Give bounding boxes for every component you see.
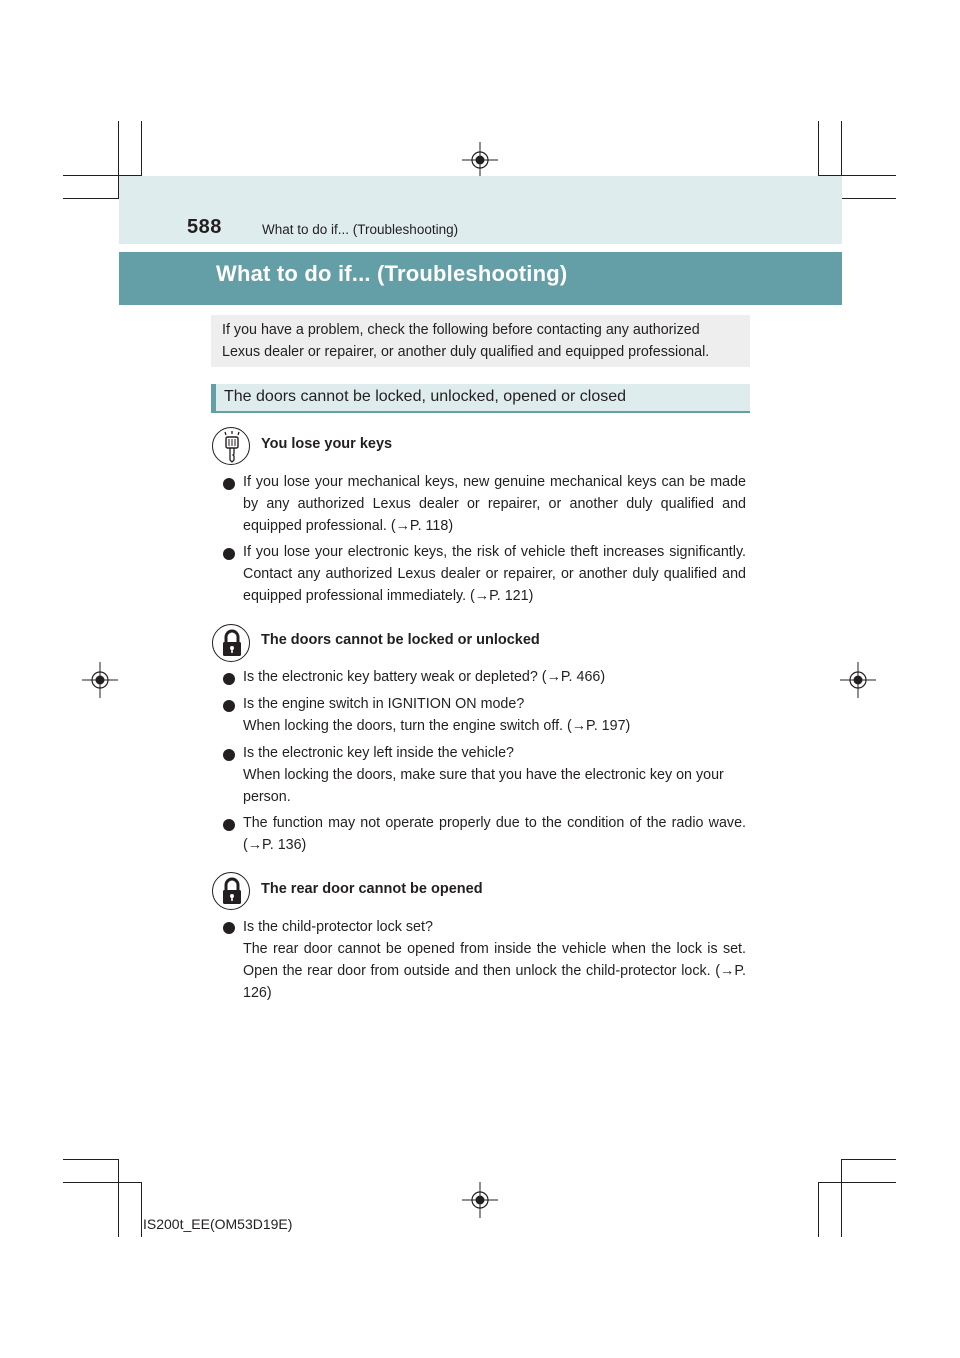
list-item: Is the electronic key left inside the vehicle?: [243, 745, 514, 761]
lock-icon: [212, 624, 250, 662]
bullet-icon: [223, 819, 235, 831]
bullet-icon: [223, 673, 235, 685]
intro-text: If you have a problem, check the following before contacting any authorized Lexus dealer or repairer, or another duly qualified and equipped professional.: [222, 322, 710, 360]
list-item-continuation: When locking the doors, turn the engine switch off. (→P. 197): [243, 718, 631, 734]
crop-mark: [841, 1159, 842, 1237]
crop-mark: [818, 1182, 896, 1183]
subsection-title: The doors cannot be locked or unlocked: [261, 632, 540, 648]
bullet-icon: [223, 922, 235, 934]
bullet-icon: [223, 749, 235, 761]
crop-mark: [818, 1182, 819, 1237]
list-item: The function may not operate properly due to the condition of the radio wave. (→P. 136): [243, 815, 746, 853]
crop-mark: [63, 1159, 119, 1160]
list-item: Is the electronic key battery weak or depleted? (→P. 466): [243, 669, 606, 685]
list-item-continuation: The rear door cannot be opened from inside the vehicle when the lock is set. Open the rear door from outside and then unlock the child-protector lock. (→P. 126): [243, 941, 746, 1001]
header-band: [119, 176, 842, 244]
key-icon: [212, 427, 250, 465]
bullet-icon: [223, 478, 235, 490]
bullet-icon: [223, 700, 235, 712]
crop-mark: [141, 121, 142, 176]
running-title: What to do if... (Troubleshooting): [262, 222, 459, 237]
intro-box: [211, 315, 750, 367]
list-item: Is the child-protector lock set?: [243, 919, 433, 935]
bullet-icon: [223, 548, 235, 560]
list-item: If you lose your mechanical keys, new genuine mechanical keys can be made by any authorized Lexus dealer or repairer, or another duly qualified and equipped professional. (→P. 118): [243, 474, 746, 534]
crop-mark: [841, 198, 896, 199]
page-title: What to do if... (Troubleshooting): [216, 261, 568, 286]
crop-mark: [63, 1182, 141, 1183]
list-item-continuation: When locking the doors, make sure that you have the electronic key on your person.: [243, 767, 724, 805]
lock-icon: [212, 872, 250, 910]
crop-mark: [63, 198, 119, 199]
section-heading: [211, 384, 750, 413]
subsection-title: The rear door cannot be opened: [261, 881, 483, 897]
subsection-title: You lose your keys: [261, 436, 393, 452]
section-heading-text: The doors cannot be locked, unlocked, opened or closed: [224, 388, 627, 405]
document-code: IS200t_EE(OM53D19E): [143, 1216, 293, 1232]
page-number: 588: [187, 216, 222, 238]
crop-mark: [841, 1159, 896, 1160]
crop-mark: [818, 121, 819, 176]
crop-mark: [118, 1159, 119, 1237]
list-item: If you lose your electronic keys, the risk of vehicle theft increases significantly. Contact any authorized Lexus dealer or repairer, or another duly qualified and equipped professional immediately. (→P. 121): [243, 544, 746, 604]
list-item: Is the engine switch in IGNITION ON mode?: [243, 696, 525, 712]
